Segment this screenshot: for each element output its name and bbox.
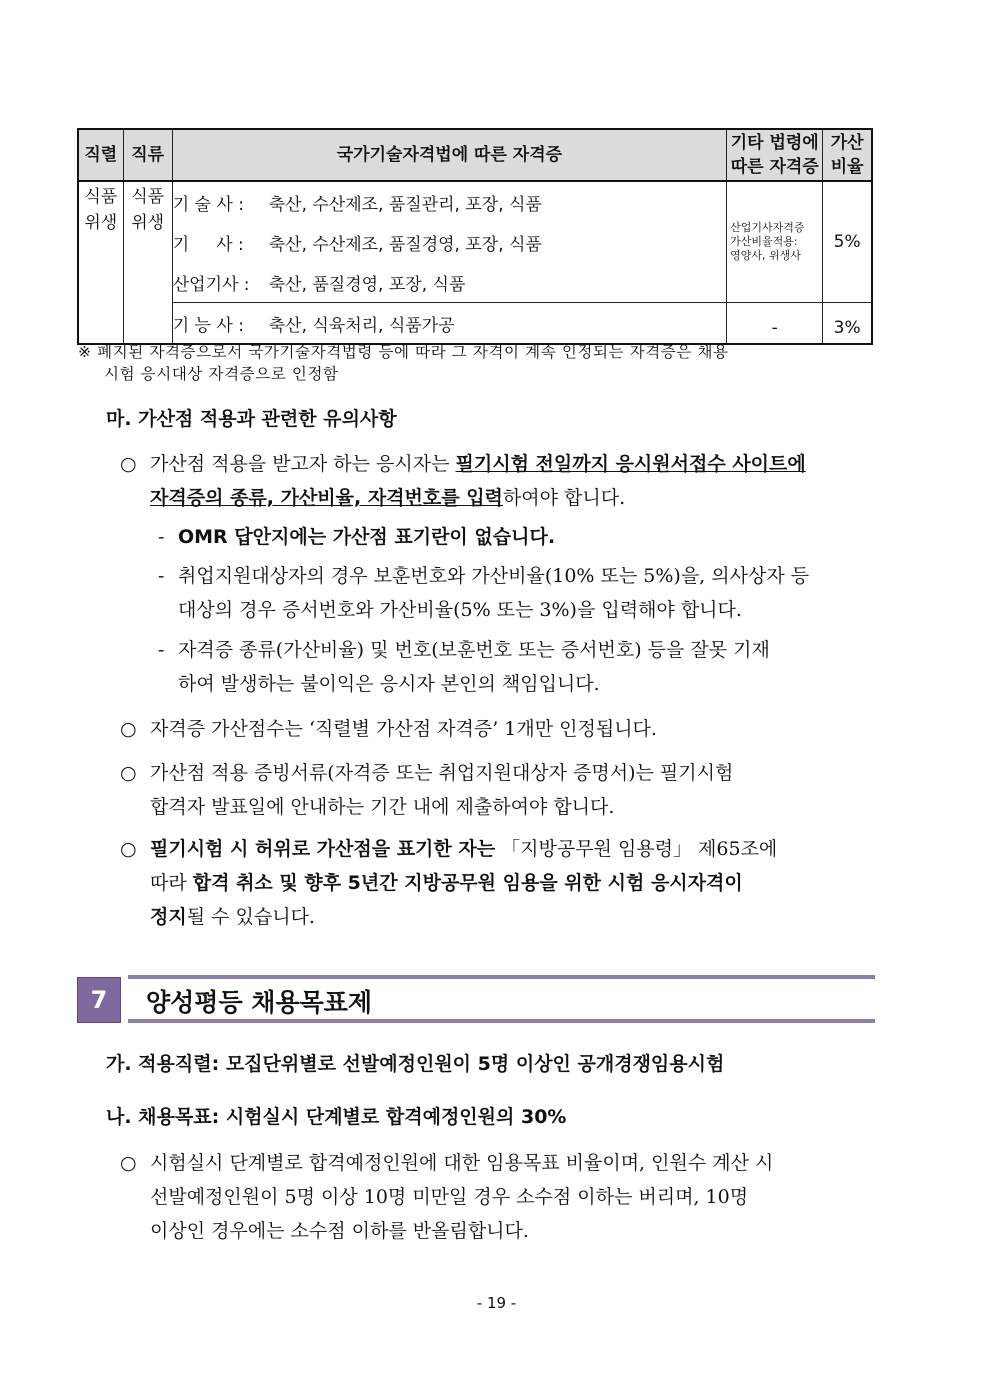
bullet1-pre: 가산점 적용을 받고자 하는 응시자는: [150, 453, 456, 475]
cell-job-class: [123, 181, 172, 344]
cell-craftsman-other: -: [727, 303, 823, 345]
qualification-label: 기 사 :: [172, 234, 244, 255]
cell-job-series: [78, 181, 123, 344]
dash1-text: OMR 답안지에는 가산점 표기란이 없습니다.: [178, 526, 556, 548]
header-national-cert: 국가기술자격법에 따른 자격증: [172, 129, 726, 181]
bullet1-bold-line2: 자격증의 종류, 가산비율, 자격번호를 입력: [150, 487, 503, 509]
bullet3-line2: 합격자 발표일에 안내하는 기간 내에 제출하여야 합니다.: [150, 796, 615, 818]
circle-bullet-icon: ○: [120, 718, 137, 740]
bullet2-text: 자격증 가산점수는 ‘직렬별 가산점 자격증’ 1개만 인정됩니다.: [150, 718, 657, 740]
list-item: [120, 832, 880, 934]
section-ma-heading: 마. 가산점 적용과 관련한 유의사항: [106, 408, 397, 430]
circle-bullet-icon: ○: [120, 838, 137, 860]
list-item: [158, 520, 880, 554]
dash-mark: -: [158, 565, 165, 587]
job-class-line2: 위생: [131, 213, 165, 233]
header-job-class: 직류: [123, 129, 172, 181]
job-series-line1: 식품: [84, 187, 118, 207]
other-cert-line: 산업기사자격증: [730, 221, 805, 234]
bullet4-post: 될 수 있습니다.: [186, 906, 315, 928]
bullet3-line1: 가산점 적용 증빙서류(자격증 또는 취업지원대상자 증명서)는 필기시험: [150, 762, 734, 784]
circle-bullet-icon: ○: [120, 453, 137, 475]
cell-bonus-rate: 5%: [823, 181, 872, 303]
cell-craftsman-rate: 3%: [823, 303, 872, 345]
list-item: [158, 633, 880, 701]
section-bottom-rule: [128, 1019, 875, 1023]
cell-craftsman: [172, 303, 726, 345]
list-item: [120, 1146, 880, 1248]
cell-other-cert: [727, 181, 823, 303]
list-item: [120, 447, 880, 515]
header-other-cert-line1: 기타 법령에: [730, 133, 819, 153]
section7-bullet-line1: 시험실시 단계별로 합격예정인원에 대한 임용목표 비율이며, 인원수 계산 시: [150, 1152, 774, 1174]
qualification-label: 기 능 사 :: [172, 315, 244, 336]
dash-mark: -: [158, 639, 165, 661]
page-number: - 19 -: [476, 1294, 517, 1312]
qualification-label: 산업기사 :: [172, 274, 250, 295]
qualification-item: [173, 182, 726, 222]
section-number-badge: 7: [77, 977, 121, 1023]
qualification-fields: 축산, 품질경영, 포장, 식품: [268, 274, 466, 295]
header-bonus-line2: 비율: [830, 157, 864, 177]
table-row: [78, 181, 872, 303]
qualification-label: 기 술 사 :: [172, 194, 244, 215]
note-line2: 시험 응시대상 자격증으로 인정함: [104, 365, 339, 383]
dash-mark: -: [158, 526, 165, 548]
bullet4-bold3: 정지: [150, 906, 187, 928]
list-item: [120, 756, 880, 824]
section7-bullet-line2: 선발예정인원이 5명 이상 10명 미만일 경우 소수점 이하는 버리며, 10명: [150, 1186, 749, 1208]
header-job-series: 직렬: [78, 129, 123, 181]
list-item: [120, 712, 880, 746]
table-header-row: [78, 129, 872, 181]
dash2-line1: 취업지원대상자의 경우 보훈번호와 가산비율(10% 또는 5%)을, 의사상자 등: [178, 565, 810, 587]
section7-na: 나. 채용목표: 시험실시 단계별로 합격예정인원의 30%: [106, 1106, 567, 1128]
qualification-fields: 축산, 수산제조, 품질경영, 포장, 식품: [268, 234, 542, 255]
section7-ga: 가. 적용직렬: 모집단위별로 선발예정인원이 5명 이상인 공개경쟁임용시험: [106, 1053, 725, 1075]
bonus-cert-table: [77, 128, 873, 345]
qualification-item: [173, 303, 726, 343]
list-item: [158, 559, 880, 627]
cell-qualifications: [172, 181, 726, 303]
job-series-line2: 위생: [84, 213, 118, 233]
bullet4-bold1: 필기시험 시 허위로 가산점을 표기한 자는: [150, 838, 496, 860]
note-mark: ※: [78, 343, 92, 361]
other-cert-line: 가산비율적용:: [730, 235, 798, 248]
header-other-cert-line2: 따른 자격증: [730, 157, 819, 177]
bullet1-bold-line1: 필기시험 전일까지 응시원서접수 사이트에: [455, 453, 806, 475]
section7-bullet-line3: 이상인 경우에는 소수점 이하를 반올림합니다.: [150, 1220, 529, 1242]
table-row: [78, 303, 872, 345]
qualification-fields: 축산, 식육처리, 식품가공: [268, 315, 455, 336]
note-line1: 폐지된 자격증으로서 국가기술자격법령 등에 따라 그 자격이 계속 인정되는 자격증은 채용: [97, 343, 729, 361]
section-title: 양성평등 채용목표제: [146, 988, 373, 1017]
dash2-line2: 대상의 경우 증서번호와 가산비율(5% 또는 3%)을 입력해야 합니다.: [178, 599, 742, 621]
header-bonus-line1: 가산: [830, 133, 864, 153]
circle-bullet-icon: ○: [120, 1152, 137, 1174]
bullet4-bold2: 합격 취소 및 향후 5년간 지방공무원 임용을 위한 시험 응시자격이: [192, 872, 743, 894]
table-note: [78, 341, 873, 385]
qualification-item: [173, 222, 726, 262]
bullet1-post: 하여야 합니다.: [502, 487, 626, 509]
header-other-cert: [727, 129, 823, 181]
header-bonus-rate: [823, 129, 872, 181]
other-cert-line: 영양사, 위생사: [730, 249, 801, 262]
section-top-rule: [128, 975, 875, 979]
qualification-item: [173, 262, 726, 302]
bullet4-mid: 「지방공무원 임용령」 제65조에: [495, 838, 778, 860]
circle-bullet-icon: ○: [120, 762, 137, 784]
dash3-line2: 하여 발생하는 불이익은 응시자 본인의 책임입니다.: [178, 673, 600, 695]
qualification-fields: 축산, 수산제조, 품질관리, 포장, 식품: [268, 194, 542, 215]
dash3-line1: 자격증 종류(가산비율) 및 번호(보훈번호 또는 증서번호) 등을 잘못 기재: [178, 639, 770, 661]
bullet4-line2-pre: 따라: [150, 872, 193, 894]
job-class-line1: 식품: [131, 187, 165, 207]
